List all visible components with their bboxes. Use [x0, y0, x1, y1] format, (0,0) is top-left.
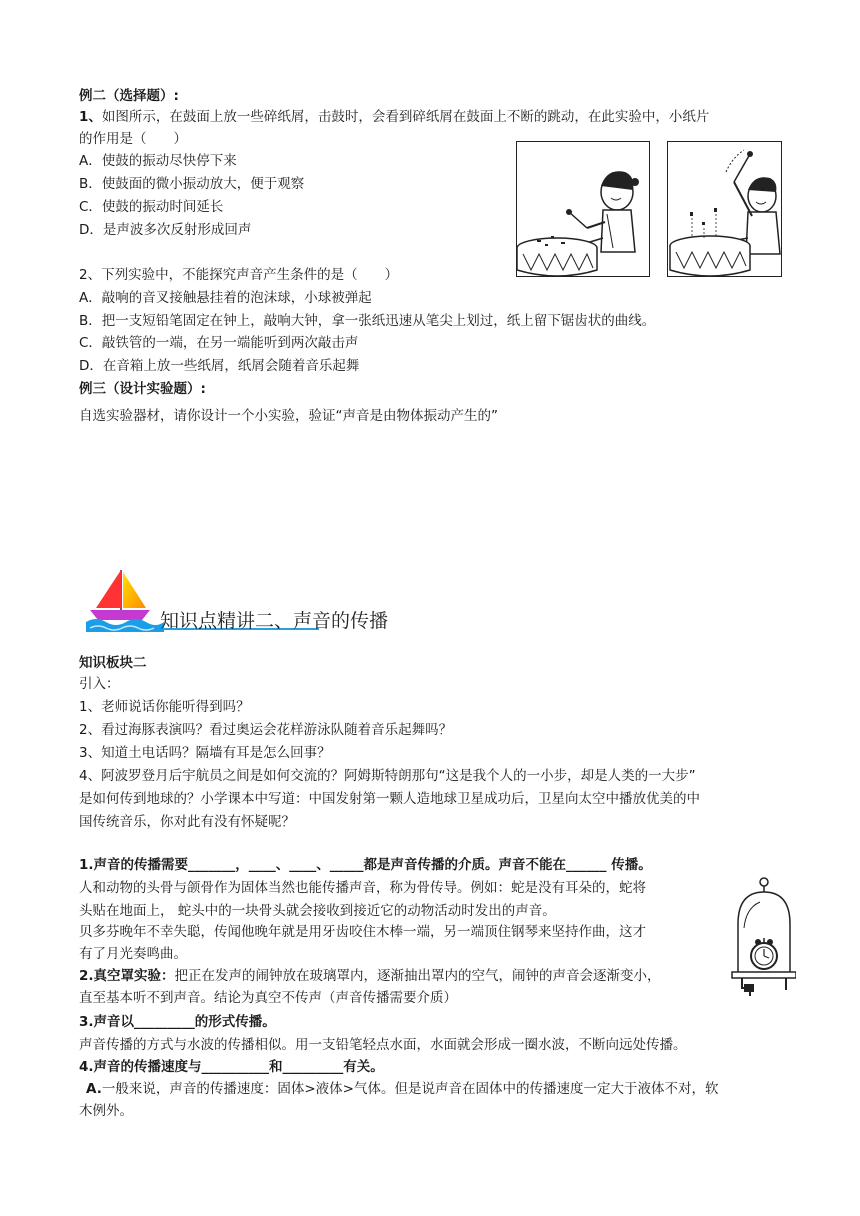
intro-item-4-line1: 4、阿波罗登月后宇航员之间是如何交流的？阿姆斯特朗那句“这是我个人的一小步，却是人类的一大步” [79, 768, 696, 784]
point1-line4: 有了月光奏鸣曲。 [79, 946, 187, 962]
q1-stem-text: 如图所示，在鼓面上放一些碎纸屑，击鼓时，会看到碎纸屑在鼓面上不断的跳动，在此实验中，小纸片 [101, 109, 710, 125]
intro-item-3: 3、知道土电话吗？隔墙有耳是怎么回事？ [79, 745, 331, 761]
drum-figure-1 [516, 141, 650, 277]
drum-figure-2 [667, 141, 782, 277]
intro-item-2: 2、看过海豚表演吗？看过奥运会花样游泳队随着音乐起舞吗？ [79, 722, 453, 738]
drum-with-paper-scraps-illustration [517, 142, 649, 276]
point2-line1 [79, 966, 661, 986]
q1-stem-line1 [79, 107, 709, 127]
pointA-line2: 木例外。 [79, 1103, 133, 1119]
point2-line2: 直至基本听不到声音。结论为真空不传声（声音传播需要介质） [79, 990, 457, 1006]
q2-option-c: C．敲铁管的一端，在另一端能听到两次敲击声 [79, 335, 359, 351]
intro-item-4-line3: 国传统音乐，你对此有没有怀疑呢？ [79, 814, 295, 830]
point1-line2: 头贴在地面上， 蛇头中的一块骨头就会接收到接近它的动物活动时发出的声音。 [79, 903, 556, 919]
jumping-paper-scraps-illustration [668, 142, 781, 276]
point1-fill-in: 1.声音的传播需要_______，____、____、_____都是声音传播的介质。声音不能在______ 传播。 [79, 857, 652, 873]
point2-text: 把正在发声的闹钟放在玻璃罩内，逐渐抽出罩内的空气，闹钟的声音会逐渐变小， [174, 968, 661, 984]
example3-heading: 例三（设计实验题）: [79, 381, 206, 397]
example3-text: 自选实验器材，请你设计一个小实验，验证“声音是由物体振动产生的” [79, 408, 498, 424]
intro-item-1: 1、老师说话你能听得到吗？ [79, 699, 250, 715]
q2-option-b: B．把一支短铅笔固定在钟上，敲响大钟，拿一张纸迅速从笔尖上划过，纸上留下锯齿状的曲线。 [79, 313, 656, 329]
q2-option-a: A．敲响的音叉接触悬挂着的泡沫球，小球被弹起 [79, 290, 372, 306]
point3-line: 声音传播的方式与水波的传播相似。用一支铅笔轻点水面，水面就会形成一圈水波，不断向远处传播。 [79, 1037, 687, 1053]
q2-stem: 2、下列实验中，不能探究声音产生条件的是（ ） [79, 267, 399, 283]
point1-line3: 贝多芬晚年不幸失聪，传闻他晚年就是用牙齿咬住木棒一端，另一端顶住钢琴来坚持作曲，这才 [79, 924, 646, 940]
point3-fill-in: 3.声音以_________的形式传播。 [79, 1014, 276, 1030]
intro-item-4-line2: 是如何传到地球的？小学课本中写道：中国发射第一颗人造地球卫星成功后，卫星向太空中播放优美的中 [79, 791, 700, 807]
section-title: 知识点精讲二、声音的传播 [160, 610, 389, 632]
q1-number: 1、 [79, 109, 102, 125]
point1-line1: 人和动物的头骨与颌骨作为固体当然也能传播声音，称为骨传导。例如：蛇是没有耳朵的，蛇将 [79, 880, 646, 896]
point2-heading: 2.真空罩实验： [79, 968, 175, 984]
point4-fill-in: 4.声音的传播速度与__________和_________有关。 [79, 1059, 384, 1075]
q2-option-d: D．在音箱上放一些纸屑，纸屑会随着音乐起舞 [79, 358, 360, 374]
q1-option-c: C．使鼓的振动时间延长 [79, 199, 224, 215]
q1-option-b: B．使鼓面的微小振动放大，便于观察 [79, 176, 305, 192]
example2-heading: 例二（选择题）: [79, 88, 179, 104]
bell-jar-alarm-clock-illustration [730, 872, 796, 1006]
block2-heading: 知识板块二 [79, 655, 147, 671]
pointA-label: A. [86, 1081, 102, 1097]
pointA-text: 一般来说，声音的传播速度：固体>液体>气体。但是说声音在固体中的传播速度一定大于液体不对，软 [101, 1081, 719, 1097]
q1-option-a: A．使鼓的振动尽快停下来 [79, 153, 237, 169]
pointA-line1 [86, 1079, 718, 1099]
q1-stem-line2: 的作用是（ ） [79, 131, 187, 147]
q1-option-d: D．是声波多次反射形成回声 [79, 222, 252, 238]
block2-intro: 引入： [79, 676, 120, 692]
